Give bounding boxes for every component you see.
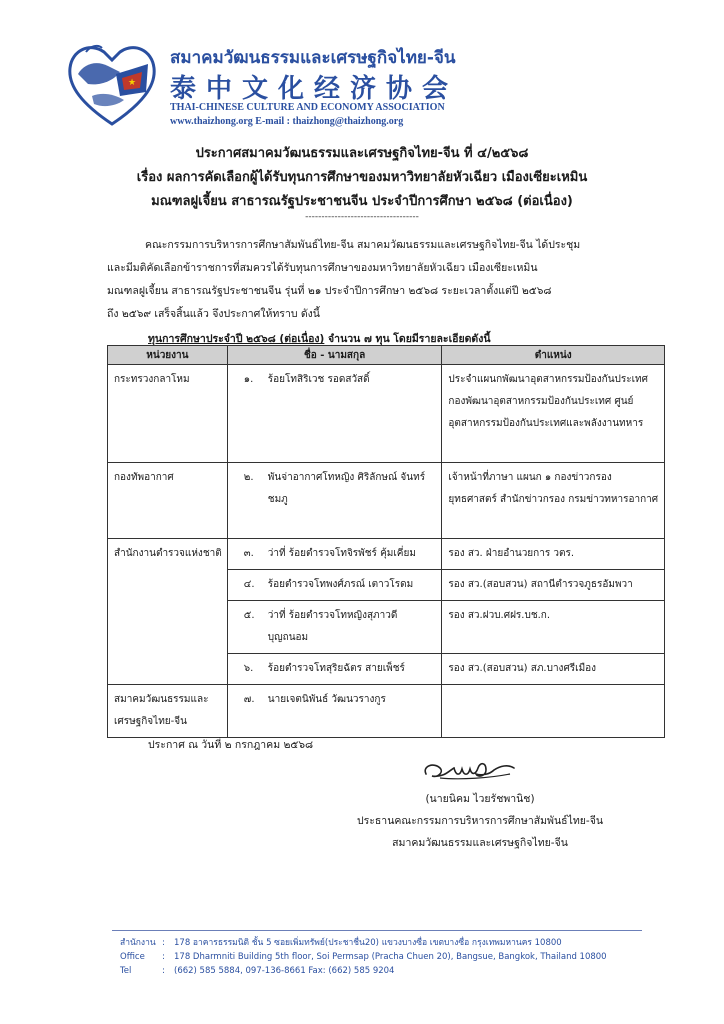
summary-heading: ทุนการศึกษาประจำปี ๒๕๖๘ (ต่อเนื่อง) xyxy=(148,333,325,345)
name-cell xyxy=(227,654,442,685)
footer-divider xyxy=(112,930,642,931)
person-name: ร้อยโทสิริเวช รอดสวัสดิ์ xyxy=(267,374,370,385)
agency-cell: กระทรวงกลาโหม xyxy=(108,365,228,463)
position-cell: รอง สว.(สอบสวน) สถานีตำรวจภูธรอัมพวา xyxy=(442,570,665,601)
agency-cell xyxy=(108,654,228,685)
body-line: และมีมติคัดเลือกข้าราชการที่สมควรได้รับทุนการศึกษาของมหาวิทยาลัยหัวเฉียว เมืองเซียะเหมิน xyxy=(107,262,538,274)
footer-value: (662) 585 5884, 097-136-8661 Fax: (662) 585 9204 xyxy=(174,966,395,976)
footer-office-english xyxy=(120,950,607,964)
agency-cell xyxy=(108,601,228,654)
table-row xyxy=(108,463,665,539)
announcement-date: ประกาศ ณ วันที่ ๒ กรกฎาคม ๒๕๖๘ xyxy=(148,739,314,751)
svg-text:★: ★ xyxy=(128,78,137,88)
table-row xyxy=(108,654,665,685)
footer-value: 178 Dharmniti Building 5th floor, Soi Permsap (Pracha Chuen 20), Bangsue, Bangkok, Thailand 10800 xyxy=(174,952,607,962)
scholarship-table xyxy=(107,345,665,738)
separator-line: ----------------------------------- xyxy=(305,212,419,222)
row-number: ๒. xyxy=(243,472,254,483)
footer-colon: : xyxy=(162,938,165,948)
table-row xyxy=(108,539,665,570)
table-row xyxy=(108,685,665,738)
position-cell: รอง สว.(สอบสวน) สภ.บางศรีเมือง xyxy=(442,654,665,685)
association-logo xyxy=(62,34,162,130)
footer-label: Tel xyxy=(120,966,132,976)
body-line: มณฑลฝูเจี้ยน สาธารณรัฐประชาชนจีน รุ่นที่ ๒๑ ประจำปีการศึกษา ๒๕๖๘ ระยะเวลาตั้งแต่ปี ๒๕๖๘ xyxy=(107,285,552,297)
person-name: พันจ่าอากาศโทหญิง ศิริลักษณ์ จันทร์ชมภู xyxy=(267,472,426,505)
signer-organization: สมาคมวัฒนธรรมและเศรษฐกิจไทย-จีน xyxy=(392,837,568,849)
agency-cell: สำนักงานตำรวจแห่งชาติ xyxy=(108,539,228,570)
footer-colon: : xyxy=(162,952,165,962)
row-number: ๗. xyxy=(243,694,255,705)
row-number: ๖. xyxy=(243,663,254,674)
table-row xyxy=(108,601,665,654)
signer-title: ประธานคณะกรรมการบริหารการศึกษาสัมพันธ์ไทย-จีน xyxy=(356,815,604,827)
footer-value: 178 อาคารธรรมนิติ ชั้น 5 ซอยเพิ่มทรัพย์(ประชาชื่น20) แขวงบางซื่อ เขตบางซื่อ กรุงเทพมหานคร 10800 xyxy=(174,938,562,948)
footer-office-thai xyxy=(120,936,607,950)
name-cell xyxy=(227,601,442,654)
position-cell xyxy=(442,685,665,738)
person-name: นายเจตนิพันธ์ วัฒนวรางกูร xyxy=(267,694,386,705)
org-name-chinese: 泰中文化经济协会 xyxy=(170,74,459,104)
name-cell xyxy=(227,539,442,570)
signer-block xyxy=(300,788,660,854)
org-name-thai: สมาคมวัฒนธรรมและเศรษฐกิจไทย-จีน xyxy=(170,48,456,68)
person-name: ร้อยตำรวจโทพงศ์ภรณ์ เตาวโรดม xyxy=(267,579,414,590)
row-number: ๑. xyxy=(243,374,254,385)
body-line: คณะกรรมการบริหารการศึกษาสัมพันธ์ไทย-จีน สมาคมวัฒนธรรมและเศรษฐกิจไทย-จีน ได้ประชุม xyxy=(145,239,581,251)
row-number: ๕. xyxy=(243,610,255,621)
row-number: ๔. xyxy=(243,579,255,590)
footer-colon: : xyxy=(162,966,165,976)
title-line-3: มณฑลฝูเจี้ยน สาธารณรัฐประชาชนจีน ประจำปีการศึกษา ๒๕๖๘ (ต่อเนื่อง) xyxy=(151,194,573,209)
footer-telephone xyxy=(120,964,607,978)
agency-cell xyxy=(108,570,228,601)
header-position: ตำแหน่ง xyxy=(442,346,665,365)
footer-label: Office xyxy=(120,952,145,962)
title-line-2: เรื่อง ผลการคัดเลือกผู้ได้รับทุนการศึกษาของมหาวิทยาลัยหัวเฉียว เมืองเซียะเหมิน xyxy=(136,170,588,185)
table-header-row xyxy=(108,346,665,365)
body-line: ถึง ๒๕๖๙ เสร็จสิ้นแล้ว จึงประกาศให้ทราบ ดังนี้ xyxy=(107,308,320,320)
person-name: ร้อยตำรวจโทสุริยฉัตร สายเพ็ชร์ xyxy=(267,663,405,674)
name-cell xyxy=(227,685,442,738)
table-row xyxy=(108,365,665,463)
row-number: ๓. xyxy=(243,548,254,559)
position-cell: ประจำแผนกพัฒนาอุตสาหกรรมป้องกันประเทศ กองพัฒนาอุตสาหกรรมป้องกันประเทศ ศูนย์อุตสาหกรรมป้องกันประเทศและพลังงานทหาร xyxy=(442,365,665,463)
signature xyxy=(420,756,520,786)
org-name-english: THAI-CHINESE CULTURE AND ECONOMY ASSOCIATION xyxy=(170,102,445,113)
person-name: ว่าที่ ร้อยตำรวจโทจิรพัชร์ คุ้มเคี่ยม xyxy=(267,548,416,559)
name-cell xyxy=(227,365,442,463)
header-name: ชื่อ - นามสกุล xyxy=(227,346,442,365)
letterhead xyxy=(62,34,482,134)
footer-contact xyxy=(120,936,607,978)
signer-name: (นายนิคม ไวยรัชพานิช) xyxy=(425,793,535,805)
agency-cell: สมาคมวัฒนธรรมและเศรษฐกิจไทย-จีน xyxy=(108,685,228,738)
summary-detail: จำนวน ๗ ทุน โดยมีรายละเอียดดังนี้ xyxy=(324,333,491,345)
agency-cell: กองทัพอากาศ xyxy=(108,463,228,539)
org-contact-web[interactable]: www.thaizhong.org E-mail : thaizhong@thaizhong.org xyxy=(170,116,404,127)
table-row xyxy=(108,570,665,601)
position-cell: รอง สว.ฝวบ.ศฝร.บช.ก. xyxy=(442,601,665,654)
title-line-1: ประกาศสมาคมวัฒนธรรมและเศรษฐกิจไทย-จีน ที่ ๔/๒๕๖๘ xyxy=(195,146,529,161)
position-cell: รอง สว. ฝ่ายอำนวยการ วตร. xyxy=(442,539,665,570)
announcement-title xyxy=(0,142,724,214)
name-cell xyxy=(227,463,442,539)
name-cell xyxy=(227,570,442,601)
footer-label: สำนักงาน xyxy=(120,938,156,948)
body-paragraph xyxy=(107,234,677,326)
position-cell: เจ้าหน้าที่ภาษา แผนก ๑ กองข่าวกรองยุทธศาสตร์ สำนักข่าวกรอง กรมข่าวทหารอากาศ xyxy=(442,463,665,539)
header-agency: หน่วยงาน xyxy=(108,346,228,365)
person-name: ว่าที่ ร้อยตำรวจโทหญิงสุภาวดี บุญถนอม xyxy=(267,610,398,643)
